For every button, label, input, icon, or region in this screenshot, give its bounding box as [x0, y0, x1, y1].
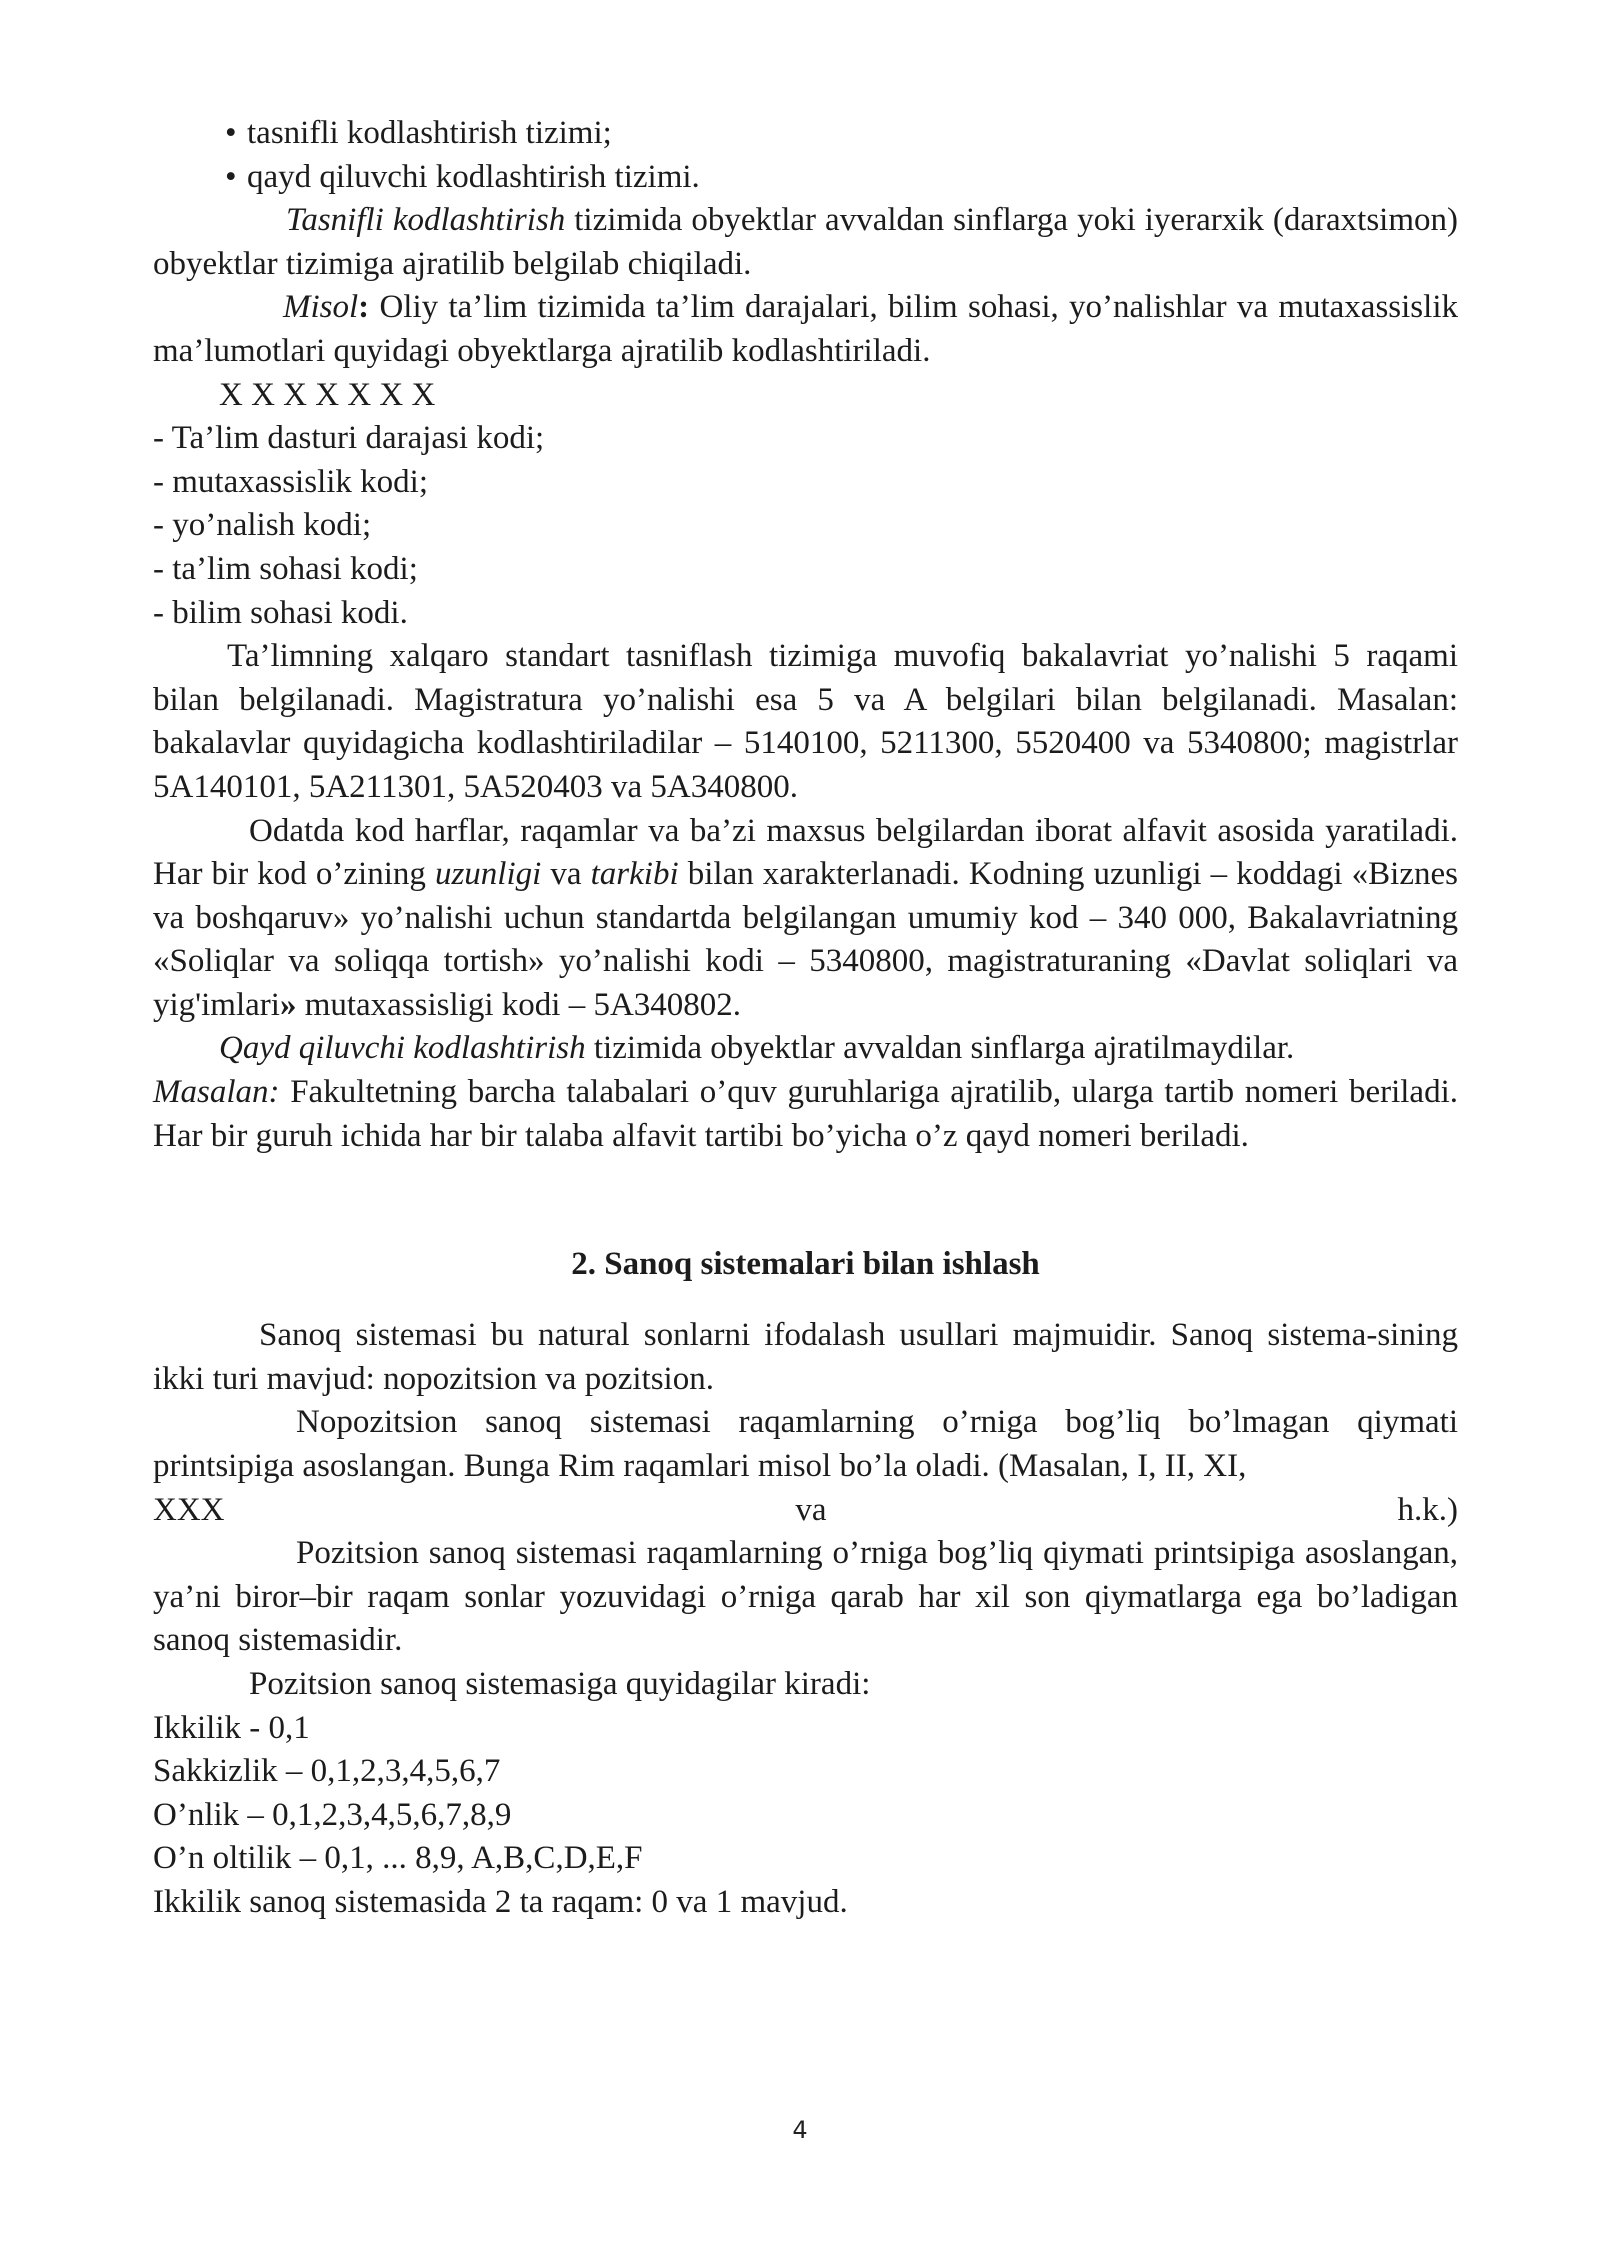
code-part-item: - yo’nalish kodi;	[153, 507, 372, 544]
system-item: O’nlik – 0,1,2,3,4,5,6,7,8,9	[153, 1796, 512, 1833]
paragraph-text: bilan xarakterlanadi. Kodning uzunligi – koddagi «Biznes va boshqaruv» yo’nalishi uchun standartda belgilangan umumiy kod – 340 000, Bakalavriatning «Soliqlar va soliqqa tortish» yo’nalishi kodi – 5340800, magistraturaning «Davlat soliqlari va yig'imlari	[153, 856, 1458, 1023]
bullet-text: qayd qiluvchi kodlashtirish tizimi.	[247, 158, 700, 195]
bullet-mark: •	[225, 115, 237, 151]
bullet-text: tasnifli kodlashtirish tizimi;	[247, 115, 612, 151]
paragraph-text: Odatda kod harflar, raqamlar va ba’zi maxsus belgilardan iborat alfavit asosida yaratiladi. Har bir kod o’zining	[153, 812, 1458, 893]
paragraph-text: mutaxassisligi kodi – 5A340802.	[296, 986, 742, 1023]
code-part-item: - Ta’lim dasturi darajasi kodi;	[153, 420, 545, 457]
paragraph-tasnifli	[153, 199, 1458, 286]
paragraph-text: va	[541, 856, 591, 893]
paragraph-standard: Ta’limning xalqaro standart tasniflash tizimiga muvofiq bakalavriat yo’nalishi 5 raqami bilan belgilanadi. Magistratura yo’nalishi esa 5 va A belgilari bilan belgilanadi. Masalan: bakalavlar quyidagicha kodlashtiriladilar – 5140100, 5211300, 5520400 va 5340800; magistrlar 5A140101, 5A211301, 5A520403 va 5A340800.	[153, 638, 1458, 805]
code-part-item: - bilim sohasi kodi.	[153, 594, 408, 631]
bullet-mark: •	[225, 158, 237, 195]
term-qayd: Qayd qiluvchi kodlashtirish	[219, 1030, 586, 1067]
nopozitsion-word: h.k.)	[1397, 1491, 1458, 1528]
term-uzunligi: uzunligi	[434, 856, 542, 893]
paragraph-masalan	[153, 1071, 1458, 1158]
paragraph-text: Oliy ta’lim tizimida ta’lim darajalari, bilim sohasi, yo’nalishlar va mutaxassislik ma’lumotlari quyidagi obyektlarga ajratilib kodlashtiriladi.	[153, 289, 1458, 369]
term-tasnifli: Tasnifli kodlashtirish	[286, 202, 566, 239]
section-heading: 2. Sanoq sistemalari bilan ishlash	[571, 1246, 1040, 1283]
code-part-item: - mutaxassislik kodi;	[153, 463, 428, 500]
code-part-item: - ta’lim sohasi kodi;	[153, 550, 418, 587]
paragraph-pozitsion: Pozitsion sanoq sistemasi raqamlarning o’rniga bog’liq qiymati printsipiga asoslangan, ya’ni biror–bir raqam sonlar yozuvidagi o’rniga qarab har xil son qiymatlarga ega bo’ladigan sanoq sistemasidir.	[153, 1535, 1458, 1659]
paragraph-text: Fakultetning barcha talabalari o’quv guruhlariga ajratilib, ularga tartib nomeri beriladi. Har bir guruh ichida har bir talaba alfavit tartibi bo’yicha o’z qayd nomeri beriladi.	[153, 1074, 1458, 1154]
paragraph-qayd	[153, 1027, 1458, 1071]
nopozitsion-last-line	[153, 1489, 1458, 1533]
paragraph-sanoq: Sanoq sistemasi bu natural sonlarni ifodalash usullari majmuidir. Sanoq sistema-sining ikki turi mavjud: nopozitsion va pozitsion.	[153, 1317, 1458, 1397]
system-item: Ikkilik - 0,1	[153, 1709, 310, 1746]
term-tarkibi: tarkibi	[590, 856, 679, 893]
closing-quote: »	[279, 986, 297, 1023]
nopozitsion-word: XXX	[153, 1491, 225, 1528]
bullet-item	[153, 112, 1458, 156]
paragraph-ikkilik: Ikkilik sanoq sistemasida 2 ta raqam: 0 va 1 mavjud.	[153, 1883, 848, 1920]
paragraph-nopozitsion: Nopozitsion sanoq sistemasi raqamlarning o’rniga bog’liq bo’lmagan qiymati printsipiga asoslangan. Bunga Rim raqamlari misol bo’la oladi. (Masalan, I, II, XI,	[153, 1404, 1458, 1485]
page-number: 4	[792, 2116, 808, 2144]
code-pattern: X X X X X X X	[219, 376, 436, 413]
paragraph-pozitsion-intro: Pozitsion sanoq sistemasiga quyidagilar kiradi:	[249, 1666, 871, 1702]
page-body	[153, 112, 1458, 1925]
system-item: Sakkizlik – 0,1,2,3,4,5,6,7	[153, 1753, 501, 1790]
system-item: O’n oltilik – 0,1, ... 8,9, A,B,C,D,E,F	[153, 1840, 643, 1877]
label-colon: :	[358, 289, 370, 326]
paragraph-misol	[153, 286, 1458, 373]
paragraph-text: tizimida obyektlar avvaldan sinflarga ajratilmaydilar.	[585, 1030, 1295, 1067]
label-misol: Misol	[283, 289, 359, 326]
nopozitsion-word: va	[795, 1491, 827, 1528]
bullet-item	[153, 156, 1458, 200]
paragraph-text: tizimida obyektlar avvaldan sinflarga yoki iyerarxik (daraxtsimon) obyektlar tizimiga ajratilib belgilab chiqiladi.	[153, 202, 1459, 282]
paragraph-odatda	[153, 810, 1458, 1028]
label-masalan: Masalan:	[153, 1074, 280, 1111]
